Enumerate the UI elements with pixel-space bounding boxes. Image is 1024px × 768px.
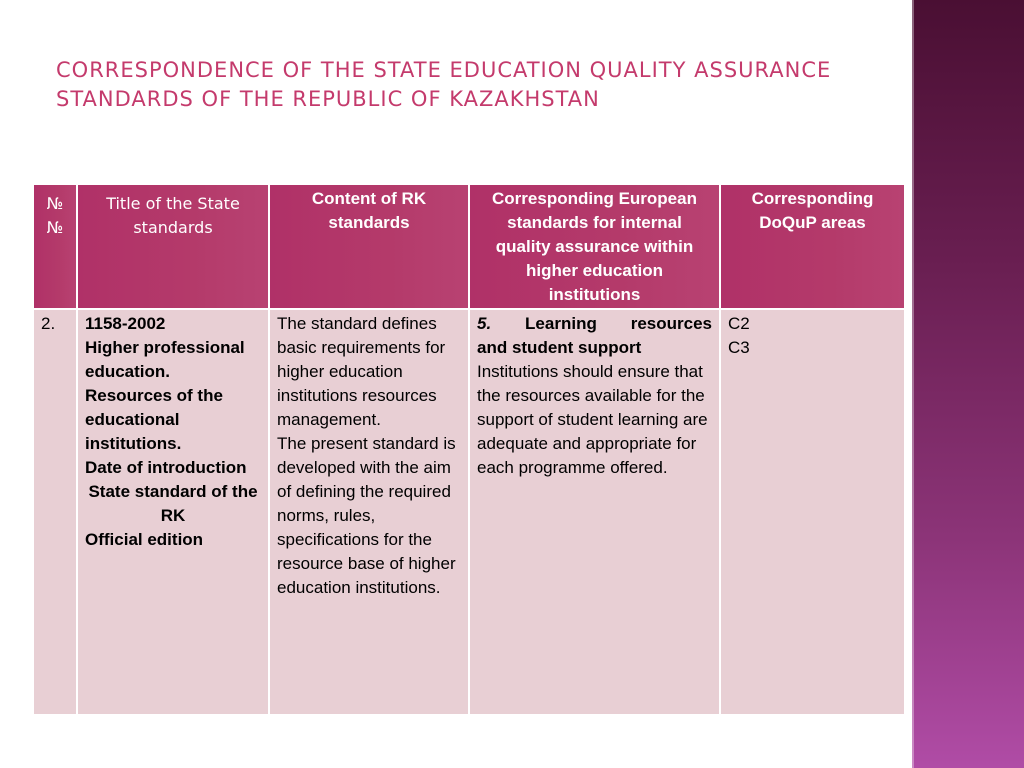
standard-code: 1158-2002 [85, 314, 166, 333]
slide-title-line-1: CORRESPONDENCE OF THE STATE EDUCATION QUALITY ASSURANCE [56, 58, 832, 82]
european-heading-word-2: resources [630, 314, 712, 333]
standard-date-label: Date of introduction [85, 458, 247, 477]
european-heading-line [477, 312, 712, 336]
content-paragraph-2: The present standard is developed with the aim of defining the required norms, rules, specifications for the resource base of higher education institutions. [277, 434, 456, 597]
cell-doqup-areas [720, 309, 905, 715]
header-number: № № [33, 184, 77, 309]
cell-rk-content [269, 309, 469, 715]
header-doqup-areas: Corresponding DoQuP areas [720, 184, 905, 309]
content-paragraph-1: The standard defines basic requirements for higher education institutions resources management. [277, 314, 446, 429]
table-row [33, 309, 905, 715]
european-text: Institutions should ensure that the resources available for the support of student learning are adequate and appropriate for each programme offered. [477, 362, 708, 477]
cell-european-standard [469, 309, 720, 715]
header-european-standards: Corresponding European standards for internal quality assurance within higher education institutions [469, 184, 720, 309]
standards-table [32, 183, 906, 716]
standard-name: Higher professional education. [85, 338, 245, 381]
european-number: 5. [477, 314, 492, 333]
european-heading-rest: and student support [477, 338, 642, 357]
standard-subject: Resources of the educational institutions. [85, 386, 223, 453]
table-header-row [33, 184, 905, 309]
cell-standard-title [77, 309, 269, 715]
cell-number: 2. [33, 309, 77, 715]
decorative-side-band [912, 0, 1024, 768]
standard-type: State standard of the RK [88, 482, 258, 525]
european-heading-word-1: Learning [525, 314, 597, 333]
header-state-standard-title: Title of the State standards [77, 184, 269, 309]
slide-title [56, 56, 886, 114]
header-rk-content: Content of RK standards [269, 184, 469, 309]
slide-title-line-2: STANDARDS OF THE REPUBLIC OF KAZAKHSTAN [56, 87, 600, 111]
standard-edition: Official edition [85, 530, 204, 549]
doqup-area-2: C3 [728, 338, 750, 357]
doqup-area-1: C2 [728, 314, 750, 333]
